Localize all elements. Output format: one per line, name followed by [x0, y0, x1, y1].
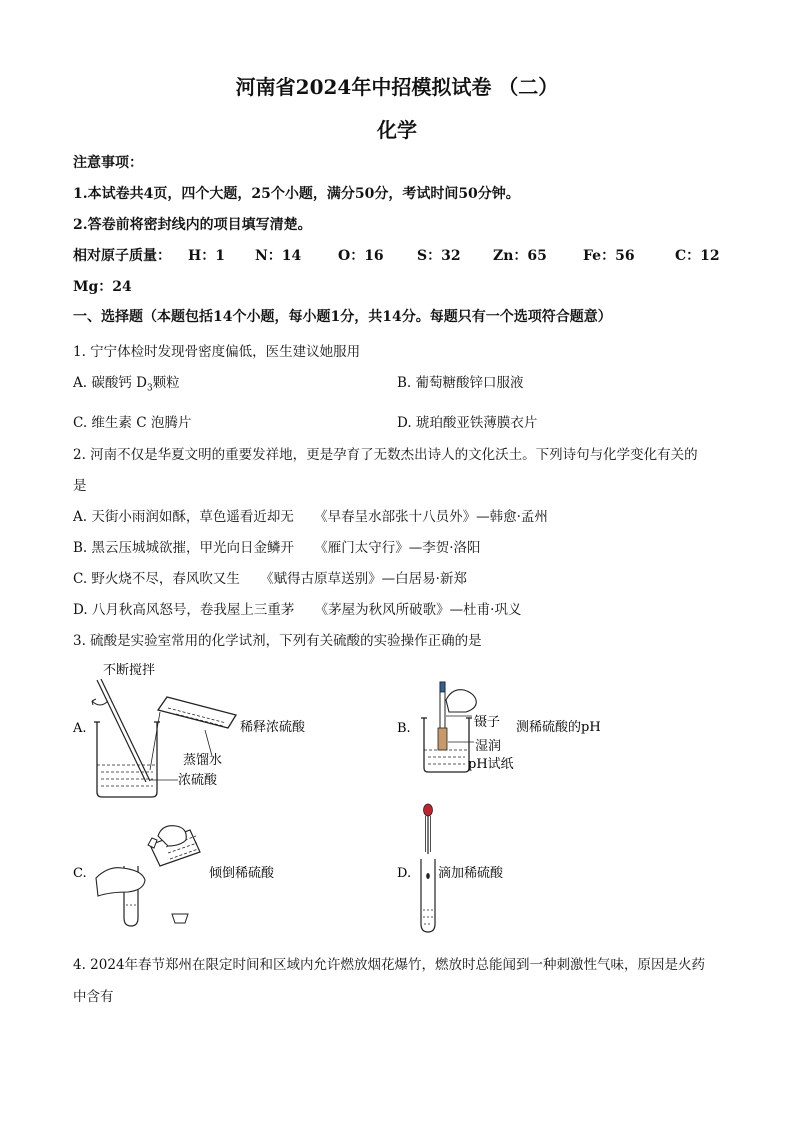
notes-line-2: 2.答卷前将密封线内的项目填写清楚。	[73, 217, 312, 233]
question-2-option-c: C. 野火烧不尽，春风吹又生 《赋得古原草送别》—白居易·新郑	[73, 571, 467, 587]
question-4-stem-cont: 中含有	[73, 989, 114, 1005]
question-2-option-b: B. 黑云压城城欲摧，甲光向日金鳞开 《雁门太守行》—李贺·洛阳	[73, 540, 481, 556]
figure-b-action-label: 测稀硫酸的pH	[516, 720, 601, 735]
question-1-option-b: B. 葡萄糖酸锌口服液	[397, 375, 524, 391]
atomic-mass-fe: Fe：56	[583, 248, 635, 264]
question-2-option-a: A. 天街小雨润如酥，草色遥看近却无 《早春呈水部张十八员外》—韩愈·孟州	[73, 509, 548, 525]
figure-b-wet-label: 湿润	[475, 739, 502, 754]
question-1-option-c: C. 维生素 C 泡腾片	[73, 415, 192, 431]
question-4-stem: 4. 2024年春节郑州在限定时间和区域内允许燃放烟花爆竹，燃放时总能闻到一种刺激性气味，原因是火药	[73, 957, 706, 973]
atomic-mass-label: 相对原子质量：	[73, 248, 171, 264]
figure-a-action-label: 稀释浓硫酸	[240, 720, 306, 735]
question-1-option-d: D. 琥珀酸亚铁薄膜衣片	[397, 415, 538, 431]
figure-a-stir-label: 不断搅拌	[103, 663, 156, 678]
figure-d-action-label: 滴加稀硫酸	[438, 866, 504, 881]
atomic-mass-c: C：12	[675, 248, 720, 264]
atomic-mass-n: N：14	[255, 248, 302, 264]
question-1-stem: 1. 宁宁体检时发现骨密度偏低，医生建议她服用	[73, 344, 361, 360]
subject-title: 化学	[377, 118, 417, 142]
figure-b-tweezers-label: 镊子	[474, 715, 501, 730]
figure-a-letter: A.	[73, 721, 87, 736]
figure-c-letter: C.	[73, 866, 87, 881]
figure-c-action-label: 倾倒稀硫酸	[209, 866, 275, 881]
atomic-mass-s: S：32	[417, 248, 461, 264]
notes-heading: 注意事项：	[73, 155, 143, 171]
question-3-stem: 3. 硫酸是实验室常用的化学试剂，下列有关硫酸的实验操作正确的是	[73, 633, 482, 649]
section-heading: 一、选择题（本题包括14个小题，每小题1分，共14分。每题只有一个选项符合题意）	[73, 309, 612, 325]
figure-d-letter: D.	[397, 866, 412, 881]
question-1-option-a: A. 碳酸钙 $D_3$颗粒	[73, 375, 180, 394]
figure-b-paper-label: pH试纸	[468, 757, 514, 772]
atomic-mass-o: O：16	[338, 248, 384, 264]
page-title: 河南省2024年中招模拟试卷 （二）	[235, 75, 559, 99]
question-2-stem: 2. 河南不仅是华夏文明的重要发祥地，更是孕育了无数杰出诗人的文化沃土。下列诗句与化学变化有关的	[73, 447, 698, 463]
atomic-mass-h: H：1	[188, 248, 225, 264]
notes-line-1: 1.本试卷共4页，四个大题，25个小题，满分50分，考试时间50分钟。	[73, 186, 520, 202]
figure-a-water-label: 蒸馏水	[183, 753, 223, 768]
atomic-mass-mg: Mg：24	[73, 279, 132, 295]
atomic-mass-zn: Zn：65	[493, 248, 547, 264]
question-2-stem-cont: 是	[73, 478, 87, 494]
figure-b-letter: B.	[397, 721, 411, 736]
question-2-option-d: D. 八月秋高风怒号，卷我屋上三重茅 《茅屋为秋风所破歌》—杜甫·巩义	[73, 602, 522, 618]
figure-a-acid-label: 浓硫酸	[178, 773, 218, 788]
